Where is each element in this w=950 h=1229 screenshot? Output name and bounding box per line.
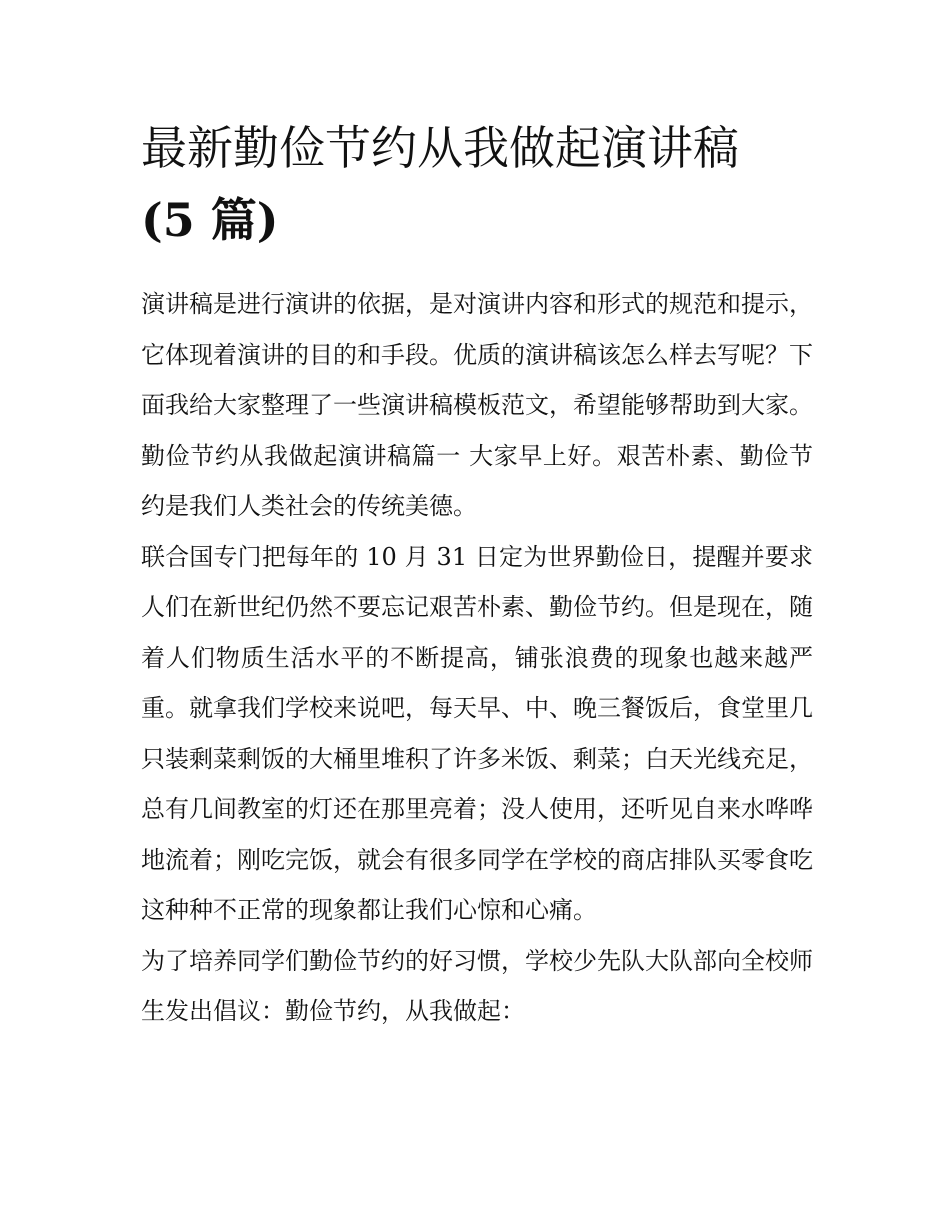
paragraph-speech-one-opening: 勤俭节约从我做起演讲稿篇一 大家早上好。艰苦朴素、勤俭节约是我们人类社会的传统美德。 — [141, 441, 813, 520]
document-body — [141, 112, 813, 1037]
paragraph-initiative: 为了培养同学们勤俭节约的好习惯，学校少先队大队部向全校师生发出倡议：勤俭节约，从我做起： — [141, 946, 813, 1025]
title-line-1: 最新勤俭节约从我做起演讲稿 — [141, 121, 739, 175]
document-title — [141, 112, 813, 256]
paragraph-world-thrift-day: 联合国专门把每年的 10 月 31 日定为世界勤俭日，提醒并要求人们在新世纪仍然不要忘记艰苦朴素、勤俭节约。但是现在，随着人们物质生活水平的不断提高，铺张浪费的现象也越来越严重。就拿我们学校来说吧，每天早、中、晚三餐饭后，食堂里几只装剩菜剩饭的大桶里堆积了许多米饭、剩菜；白天光线充足，总有几间教室的灯还在那里亮着；没人使用，还听见自来水哗哗地流着；刚吃完饭，就会有很多同学在学校的商店排队买零食吃这种种不正常的现象都让我们心惊和心痛。 — [141, 542, 813, 924]
title-line-2: (5 篇) — [141, 193, 279, 247]
paragraph-intro: 演讲稿是进行演讲的依据，是对演讲内容和形式的规范和提示，它体现着演讲的目的和手段。优质的演讲稿该怎么样去写呢？下面我给大家整理了一些演讲稿模板范文，希望能够帮助到大家。 — [141, 290, 813, 419]
